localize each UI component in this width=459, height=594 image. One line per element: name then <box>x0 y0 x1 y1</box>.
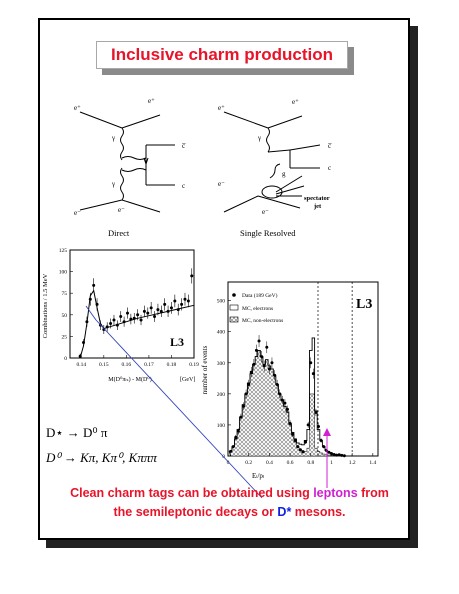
right-chart-experiment-label: L3 <box>356 297 373 312</box>
page-title: Inclusive charm production <box>111 45 333 64</box>
right-data-point <box>255 349 258 352</box>
right-xtick-label: 0.2 <box>245 460 253 466</box>
right-data-point <box>263 364 266 367</box>
ep-ratio-chart <box>201 282 378 480</box>
left-xtick-label: 0.17 <box>144 362 154 368</box>
right-ytick-label: 200 <box>216 391 225 398</box>
right-chart-ylabel: number of events <box>201 345 209 395</box>
right-data-point <box>281 399 284 402</box>
legend-mc-electron-swatch <box>230 305 238 310</box>
caption-part-1: Clean charm tags can be obtained using <box>70 486 314 500</box>
left-ytick-label: 100 <box>58 269 67 276</box>
gluon-line <box>270 164 280 178</box>
left-data-point <box>153 315 156 318</box>
left-data-point <box>140 318 143 321</box>
right-data-point <box>314 411 317 414</box>
label-c: c <box>182 182 186 190</box>
caption-part-2: from <box>357 486 389 500</box>
right-xtick-label: 1 <box>330 460 333 466</box>
left-data-point <box>112 318 115 321</box>
left-data-point <box>173 299 176 302</box>
right-ytick-label: 400 <box>216 329 225 336</box>
resolved-label-gamma: γ <box>258 134 262 142</box>
resolved-caption: Single Resolved <box>240 228 296 238</box>
right-data-point <box>320 439 323 442</box>
gluon-coupling-2 <box>122 169 146 172</box>
photon-line-2 <box>121 168 124 200</box>
decay-dstar: D⋆ → D⁰ π <box>46 425 108 440</box>
right-data-point <box>247 383 250 386</box>
resolved-label-e-minus: e⁻ <box>218 180 225 188</box>
resolved-cbar-line <box>290 145 320 150</box>
right-ytick-label: 500 <box>216 298 225 305</box>
right-ytick-label: 100 <box>216 422 225 429</box>
resolved-propagator-top <box>268 150 290 152</box>
left-chart-xunit: [GeV] <box>180 377 196 383</box>
summary-caption <box>0 484 459 522</box>
right-data-point <box>317 425 320 428</box>
decay-d0: D⁰ → Kπ, Kπ⁰, Kπππ <box>46 450 157 465</box>
caption-dstar: D* <box>277 505 292 519</box>
right-data-point <box>237 430 240 433</box>
right-data-point <box>278 392 281 395</box>
right-data-point <box>296 445 299 448</box>
resolved-photon-line <box>267 128 270 152</box>
right-xtick-label: 0.4 <box>265 460 273 466</box>
resolved-e-plus-out-line <box>268 116 302 128</box>
left-data-point <box>92 284 95 287</box>
left-chart-experiment-label: L3 <box>170 335 185 349</box>
resolved-label-e-plus-out: e⁺ <box>292 98 299 106</box>
right-data-point <box>291 433 294 436</box>
right-data-point <box>299 448 302 451</box>
right-data-point <box>260 355 263 358</box>
left-data-point <box>109 322 112 325</box>
right-data-point <box>245 392 248 395</box>
right-data-point <box>302 450 305 453</box>
right-xtick-label: 0.6 <box>286 460 294 466</box>
resolved-label-e-minus-out: e⁻ <box>262 208 269 216</box>
right-data-point <box>307 423 310 426</box>
right-data-point <box>338 453 341 456</box>
gluon-coupling-1 <box>122 157 146 160</box>
e-minus-incoming-line <box>80 200 122 210</box>
right-xtick-label: 1.2 <box>348 460 356 466</box>
resolved-label-c: c <box>328 164 332 172</box>
left-chart-ylabel: Combinations / 1.5 MeV <box>42 273 49 339</box>
left-ytick-label: 25 <box>61 334 67 341</box>
spectator-jet-line-1 <box>276 176 302 192</box>
right-data-point <box>239 416 242 419</box>
resolved-e-plus-in-line <box>224 112 268 128</box>
right-xtick-label: 0.8 <box>307 460 315 466</box>
right-data-point <box>273 374 276 377</box>
left-ytick-label: 75 <box>61 291 67 298</box>
left-data-point <box>163 303 166 306</box>
label-cbar: c̅ <box>182 142 186 150</box>
direct-diagram <box>80 112 175 212</box>
label-e-plus: e⁺ <box>74 104 81 112</box>
left-data-point <box>180 303 183 306</box>
right-ytick-label: 300 <box>216 360 225 367</box>
left-data-point <box>170 306 173 309</box>
left-xtick-label: 0.15 <box>99 362 109 368</box>
right-data-point <box>286 408 289 411</box>
left-xtick-label: 0.18 <box>166 362 177 368</box>
right-data-point <box>343 454 346 457</box>
right-data-point <box>258 340 261 343</box>
left-xtick-label: 0.16 <box>121 362 132 368</box>
e-plus-outgoing-line <box>122 115 160 128</box>
left-data-point <box>126 312 129 315</box>
left-data-point <box>183 298 186 301</box>
label-e-minus: e⁻ <box>74 209 81 217</box>
right-data-point <box>252 363 255 366</box>
left-ytick-label: 125 <box>58 248 67 254</box>
resolved-label-e-plus: e⁺ <box>218 104 225 112</box>
left-data-point <box>187 299 190 302</box>
photon-line-1 <box>121 128 124 160</box>
right-data-point <box>270 361 273 364</box>
left-xtick-label: 0.19 <box>189 362 199 368</box>
resolved-e-minus-out-line <box>258 196 300 208</box>
right-data-point <box>234 436 237 439</box>
right-data-point <box>268 368 271 371</box>
right-data-point <box>289 422 292 425</box>
e-minus-outgoing-line <box>122 200 160 212</box>
left-ytick-label: 50 <box>61 312 67 319</box>
direct-caption: Direct <box>108 228 130 238</box>
resolved-label-g: g <box>282 170 286 178</box>
resolved-e-minus-in-line <box>224 196 258 212</box>
legend-data-label: Data (189 GeV) <box>242 293 278 299</box>
right-data-point <box>232 445 235 448</box>
legend-data-marker <box>232 293 236 297</box>
left-data-point <box>143 310 146 313</box>
right-data-point <box>283 402 286 405</box>
left-data-point <box>119 315 122 318</box>
right-data-point <box>250 371 253 374</box>
left-data-point <box>146 312 149 315</box>
resolved-label-cbar: c̅ <box>328 142 332 150</box>
right-data-point <box>276 383 279 386</box>
legend-mc-non-electron-swatch <box>230 317 238 322</box>
right-data-point <box>322 445 325 448</box>
caption-leptons: leptons <box>313 486 358 500</box>
label-e-plus-out: e⁺ <box>148 97 155 105</box>
right-data-point <box>304 441 307 444</box>
right-data-point <box>335 454 338 457</box>
left-data-point <box>190 274 193 277</box>
e-plus-incoming-line <box>80 112 122 128</box>
right-xtick-label: 0 <box>226 460 230 466</box>
decay-equations <box>45 425 157 465</box>
right-data-point <box>309 361 312 364</box>
caption-part-3: the semileptonic decays or <box>113 505 278 519</box>
left-chart-xlabel: M(D⁰πₗₛ) - M(D⁰) <box>108 377 152 383</box>
left-data-point <box>150 306 153 309</box>
label-e-minus-out: e⁻ <box>118 206 125 214</box>
label-spectator: spectator <box>304 195 330 202</box>
left-ytick-label: 0 <box>64 356 67 362</box>
label-jet: jet <box>314 203 322 210</box>
right-data-point <box>327 451 330 454</box>
right-xtick-label: 1.4 <box>369 460 377 466</box>
right-data-point <box>333 453 336 456</box>
left-data-point <box>156 308 159 311</box>
right-chart-xlabel: Eₗ/pₗ <box>252 472 265 480</box>
caption-part-4: mesons. <box>291 505 346 519</box>
legend-mc-non-electron-label: MC, non-electrons <box>242 318 284 324</box>
right-data-point <box>265 346 268 349</box>
left-data-point <box>136 313 139 316</box>
left-xtick-label: 0.14 <box>76 362 87 368</box>
right-data-point <box>294 439 297 442</box>
legend-mc-electron-label: MC, electrons <box>242 306 274 312</box>
right-data-point <box>229 450 232 453</box>
label-gamma-1: γ <box>112 134 116 142</box>
dstar-mass-difference-chart <box>42 248 199 383</box>
right-data-point <box>312 372 315 375</box>
label-gamma-2: γ <box>112 180 116 188</box>
right-data-point <box>340 454 343 457</box>
right-data-point <box>242 405 245 408</box>
